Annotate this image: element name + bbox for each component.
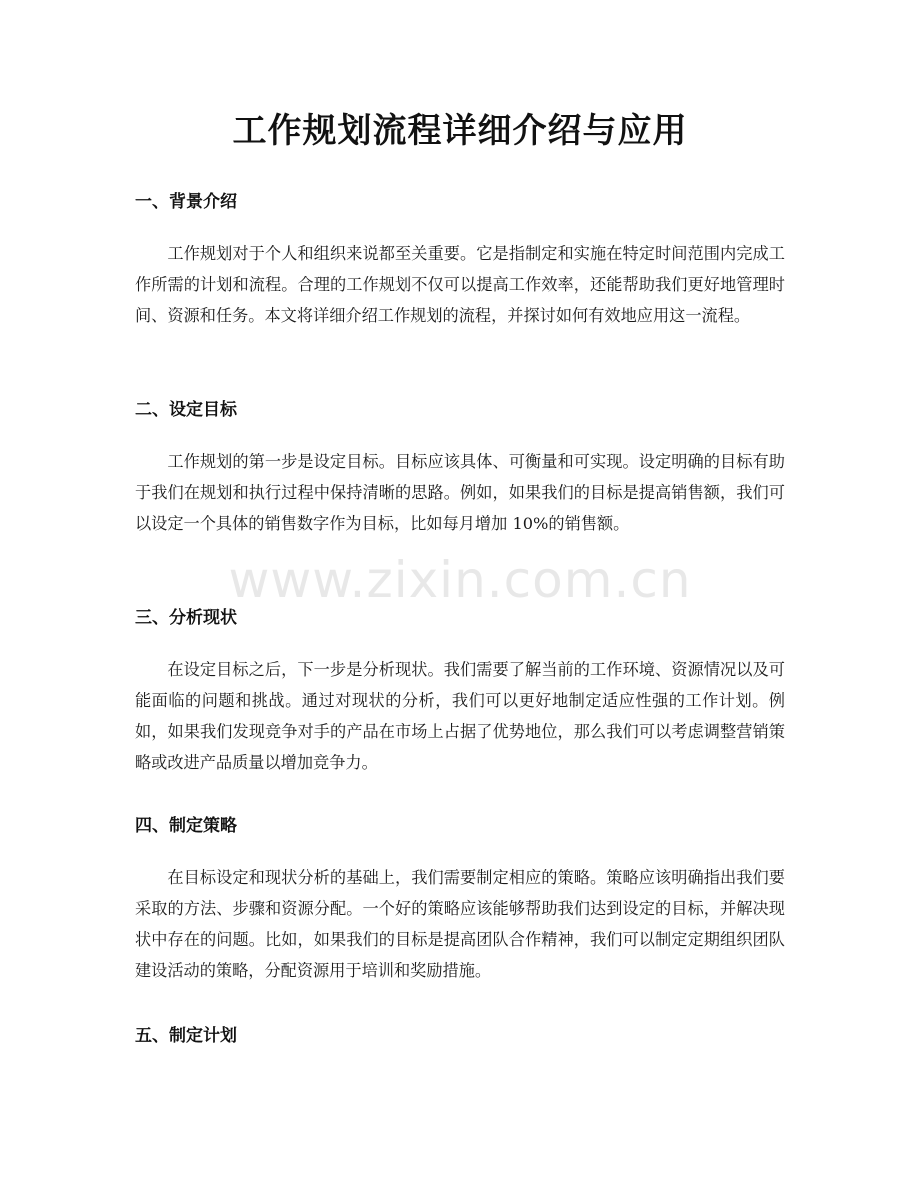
- section-heading: 五、制定计划: [135, 1026, 237, 1046]
- section-paragraph: 在设定目标之后，下一步是分析现状。我们需要了解当前的工作环境、资源情况以及可能面临的问题和挑战。通过对现状的分析，我们可以更好地制定适应性强的工作计划。例如，如果我们发现竞争对手的产品在市场上占据了优势地位，那么我们可以考虑调整营销策略或改进产品质量以增加竞争力。: [135, 660, 785, 772]
- section-heading: 三、分析现状: [135, 608, 237, 628]
- document-title: 工作规划流程详细介绍与应用: [232, 111, 688, 151]
- section-plan: [135, 1024, 785, 1048]
- watermark: www.zixin.com.cn: [228, 551, 692, 609]
- section-strategy: [135, 814, 785, 986]
- section-heading: 二、设定目标: [135, 400, 237, 420]
- section-paragraph: 工作规划的第一步是设定目标。目标应该具体、可衡量和可实现。设定明确的目标有助于我们在规划和执行过程中保持清晰的思路。例如，如果我们的目标是提高销售额，我们可以设定一个具体的销售数字作为目标，比如每月增加 10%的销售额。: [135, 452, 785, 533]
- section-background: [135, 190, 785, 331]
- section-set-goals: [135, 398, 785, 539]
- section-heading: 一、背景介绍: [135, 192, 237, 212]
- section-paragraph: 在目标设定和现状分析的基础上，我们需要制定相应的策略。策略应该明确指出我们要采取的方法、步骤和资源分配。一个好的策略应该能够帮助我们达到设定的目标，并解决现状中存在的问题。比如，如果我们的目标是提高团队合作精神，我们可以制定定期组织团队建设活动的策略，分配资源用于培训和奖励措施。: [135, 868, 785, 980]
- section-analyze-status: [135, 606, 785, 778]
- section-heading: 四、制定策略: [135, 816, 237, 836]
- section-paragraph: 工作规划对于个人和组织来说都至关重要。它是指制定和实施在特定时间范围内完成工作所需的计划和流程。合理的工作规划不仅可以提高工作效率，还能帮助我们更好地管理时间、资源和任务。本文将详细介绍工作规划的流程，并探讨如何有效地应用这一流程。: [135, 244, 785, 325]
